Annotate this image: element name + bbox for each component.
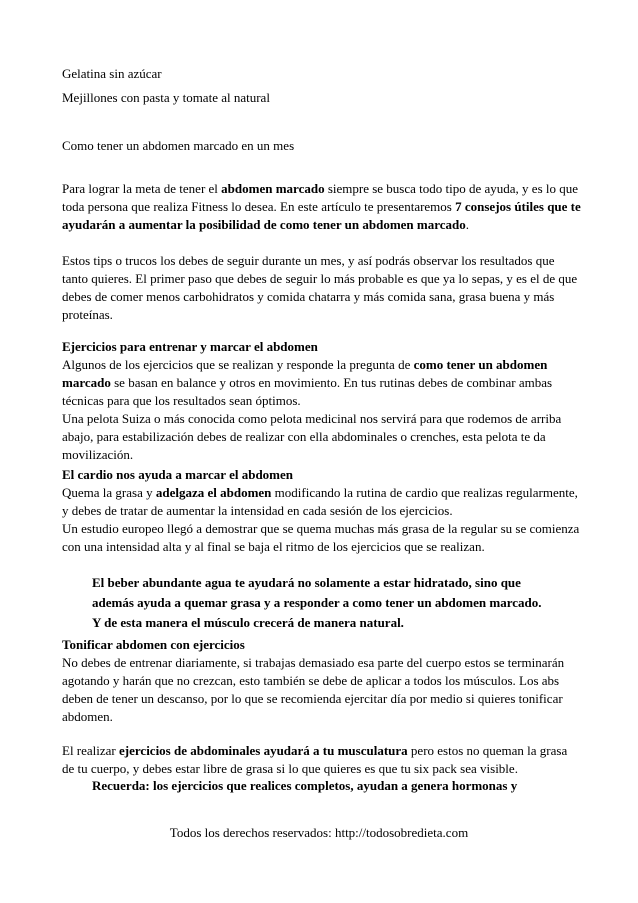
pelota-paragraph: Una pelota Suiza o más conocida como pelota medicinal nos servirá para que rodemos de arriba abajo, para estabilización debes de realizar con ella abdominales o crenches, esta pelota te da movilización. — [62, 411, 562, 462]
agua-quote: El beber abundante agua te ayudará no solamente a estar hidratado, sino que además ayuda a quemar grasa y a responder a como tener un abdomen marcado. — [92, 575, 542, 610]
link-mejillones[interactable]: Mejillones con pasta y tomate al natural — [62, 90, 270, 105]
heading-cardio: El cardio nos ayuda a marcar el abdomen — [62, 467, 294, 482]
heading-tonificar: Tonificar abdomen con ejercicios — [62, 637, 245, 652]
page-footer: Todos los derechos reservados: http://todosobredieta.com — [169, 825, 469, 840]
intro-paragraph: Para lograr la meta de tener el abdomen marcado siempre se busca todo tipo de ayuda, y es lo que toda persona que realiza Fitness lo desea. En este artículo te presentaremos 7 consejos útiles que te ayudarán a aumentar la posibilidad de como tener un abdomen marcado. — [62, 181, 581, 232]
musculo-quote: Y de esta manera el músculo crecerá de manera natural. — [92, 615, 404, 630]
link-gelatina[interactable]: Gelatina sin azúcar — [62, 66, 162, 81]
tonificar-paragraph: No debes de entrenar diariamente, si trabajas demasiado esa parte del cuerpo estos se terminarán agotando y harán que no crezcan, esto también se debe de aplicar a todos los músculos. Los abs deben de tener un descanso, por lo que se recomienda ejercitar día por medio si quieres tonificar abdomen. — [62, 655, 565, 724]
abdominales-paragraph: El realizar ejercicios de abdominales ayudará a tu musculatura pero estos no queman la grasa de tu cuerpo, y debes estar libre de grasa si lo que quieres es que tu six pack sea visible. — [62, 743, 568, 776]
ejercicios-paragraph: Algunos de los ejercicios que se realizan y responde la pregunta de como tener un abdomen marcado se basan en balance y otros en movimiento. En tus rutinas debes de combinar ambas técnicas para que los resultados sean óptimos. — [62, 357, 553, 408]
heading-ejercicios: Ejercicios para entrenar y marcar el abdomen — [62, 339, 318, 354]
cardio-paragraph: Quema la grasa y adelgaza el abdomen modificando la rutina de cardio que realizas regularmente, y debes de tratar de aumentar la intensidad en cada sesión de los ejercicios. — [62, 485, 578, 518]
tips-paragraph: Estos tips o trucos los debes de seguir durante un mes, y así podrás observar los resultados que tanto quieres. El primer paso que debes de seguir lo más probable es que ya lo sepas, y es el de que debes de comer menos carbohidratos y comida chatarra y más comida sana, grasa buena y más proteínas. — [62, 253, 578, 322]
recuerda-quote: Recuerda: los ejercicios que realices completos, ayudan a genera hormonas y — [92, 778, 518, 793]
article-title: Como tener un abdomen marcado en un mes — [62, 138, 295, 153]
estudio-paragraph: Un estudio europeo llegó a demostrar que se quema muchas más grasa de la regular su se comienza con una intensidad alta y al final se baja el ritmo de los ejercicios que se realizan. — [62, 521, 580, 554]
